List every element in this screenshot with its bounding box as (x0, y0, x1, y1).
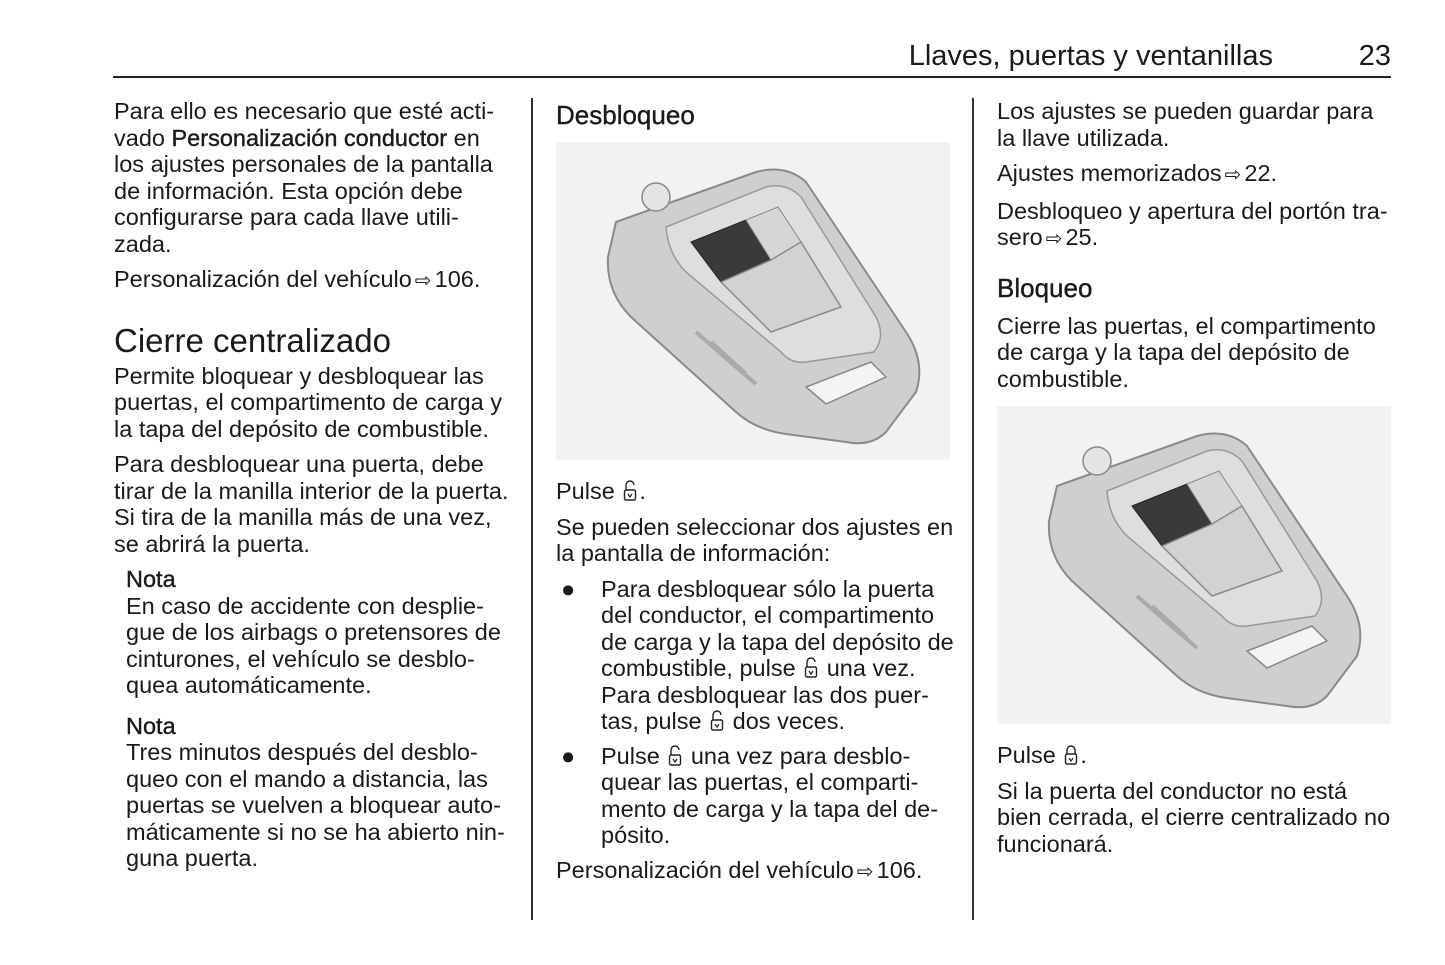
reference-text: Ajustes memorizados (997, 160, 1222, 186)
paragraph-personalization (114, 98, 514, 257)
text-fragment: Pulse (997, 742, 1056, 768)
bullet-icon: ● (561, 575, 576, 602)
reference-text: Personalización del vehículo (556, 856, 854, 883)
reference-text: Desbloqueo y apertura del portón tra-sero (997, 197, 1388, 250)
note-box (126, 566, 514, 699)
text-fragment: Para desbloquear sólo la puerta del conductor, el compartimento de carga y la tapa del depósito de combustible, pulse (601, 575, 954, 681)
subheading-unlock: Desbloqueo (556, 100, 695, 130)
text-fragment: una vez para desblo-quear las puertas, el comparti-mento de carga y la tapa del de-pósito. (601, 742, 939, 848)
note-text: Tres minutos después del desblo-queo con el mando a distancia, las puertas se vuelven a bloquear auto-máticamente si no se ha abierto nin-guna puerta. (126, 739, 505, 871)
page-header (113, 38, 1391, 78)
cross-reference-paragraph (997, 198, 1397, 253)
paragraph-pulse-unlock (556, 478, 956, 505)
paragraph-driver-door-warning: Si la puerta del conductor no está bien cerrada, el cierre centralizado no funcionará. (997, 777, 1391, 857)
paragraph-lock: Cierre las puertas, el compartimento de carga y la tapa del depósito de combustible. (997, 312, 1376, 392)
note-box (126, 713, 514, 872)
text-fragment: Pulse (556, 478, 615, 504)
cross-reference-paragraph (556, 857, 956, 886)
paragraph-unlock-door: Para desbloquear una puerta, debe tirar de la manilla interior de la puerta. Si tira de la manilla más de una vez, se abrirá la puerta. (114, 451, 509, 557)
arrow-icon: ⇨ (414, 270, 432, 292)
arrow-icon: ⇨ (856, 860, 874, 883)
text-fragment: en los ajustes personales de la pantalla de información. Esta opción debe configurarse para cada llave utili-zada. (114, 124, 493, 257)
unlock-icon (623, 480, 637, 502)
cross-reference-paragraph (114, 266, 514, 295)
text-fragment: una vez. Para desbloquear las dos puer-tas, pulse (601, 655, 929, 734)
note-label: Nota (126, 712, 176, 739)
bullet-list (556, 576, 956, 849)
reference-text: Personalización del vehículo (114, 266, 412, 292)
column-1 (114, 98, 514, 881)
bold-term-personalization: Personalización conductor (171, 124, 448, 151)
key-fob-lock-image (997, 406, 1391, 724)
paragraph-save-settings: Los ajustes se pueden guardar para la llave utilizada. (997, 98, 1374, 151)
unlock-icon (668, 745, 682, 767)
paragraph-intro: Permite bloquear y desbloquear las puertas, el compartimento de carga y la tapa del depósito de combustible. (114, 362, 502, 442)
bullet-icon: ● (561, 742, 576, 769)
text-fragment: . (639, 478, 646, 504)
page-number: 23 (1358, 40, 1391, 72)
arrow-icon: ⇨ (1045, 228, 1063, 250)
arrow-icon: ⇨ (1224, 164, 1242, 186)
column-divider-2 (972, 98, 974, 920)
subheading-lock: Bloqueo (997, 272, 1093, 303)
lock-icon (1064, 744, 1078, 766)
chapter-title: Llaves, puertas y ventanillas (908, 40, 1273, 72)
column-divider-1 (531, 98, 533, 920)
text-fragment: Para ello es necesario que esté acti-vado (114, 98, 495, 151)
list-item (556, 743, 956, 849)
column-2 (556, 98, 956, 894)
text-fragment: dos veces. (732, 708, 845, 734)
section-heading-central-locking: Cierre centralizado (114, 321, 391, 359)
paragraph-settings: Se pueden seleccionar dos ajustes en la pantalla de información: (556, 513, 954, 566)
reference-page-link[interactable]: 22. (1244, 160, 1278, 186)
text-fragment: . (1080, 742, 1087, 768)
unlock-icon (804, 657, 818, 679)
reference-page-link[interactable]: 25. (1065, 224, 1099, 250)
key-fob-unlock-image (556, 142, 950, 460)
text-fragment: Pulse (601, 742, 660, 769)
note-label: Nota (126, 566, 176, 592)
note-text: En caso de accidente con desplie-gue de los airbags o pretensores de cinturones, el vehículo se desblo-quea automáticamente. (126, 592, 501, 698)
list-item (556, 576, 956, 735)
reference-page-link[interactable]: 106. (876, 856, 923, 883)
reference-page-link[interactable]: 106. (434, 266, 481, 292)
paragraph-pulse-lock (997, 742, 1397, 769)
column-3 (997, 98, 1397, 866)
cross-reference-paragraph (997, 160, 1397, 189)
unlock-icon (710, 710, 724, 732)
